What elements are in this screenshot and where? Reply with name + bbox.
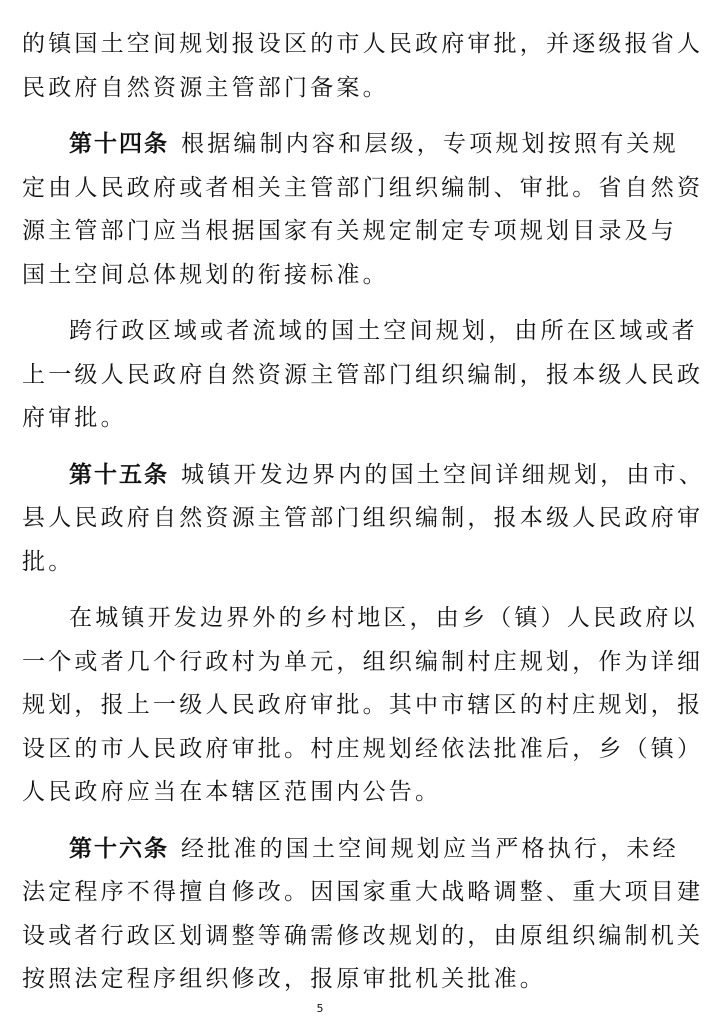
text-line: 经批准的国土空间规划应当严格执行，未经 [181, 835, 679, 862]
text-line: 国土空间总体规划的衔接标准。 [22, 261, 389, 288]
text-line: 一个或者几个行政村为单元，组织编制村庄规划，作为详细 [22, 648, 704, 675]
article-heading: 第十四条 [69, 131, 169, 157]
text-line: 源主管部门应当根据国家有关规定制定专项规划目录及与 [22, 218, 677, 244]
article-heading: 第十五条 [69, 461, 169, 488]
article-first-line [22, 828, 679, 872]
paragraph-spacing [22, 441, 622, 454]
text-line: 规划，报上一级人民政府审批。其中市辖区的村庄规划，报 [22, 692, 704, 718]
paragraph-spacing [22, 815, 622, 828]
article-heading: 第十六条 [69, 835, 169, 862]
text-line: 按照法定程序组织修改，报原审批机关批准。 [22, 966, 546, 992]
text-line: 上一级人民政府自然资源主管部门组织编制，报本级人民政 [22, 361, 704, 388]
cross-region-planning-paragraph [22, 310, 704, 441]
paragraph-spacing [22, 584, 622, 597]
article-16 [22, 828, 704, 1002]
text-line: 民政府自然资源主管部门备案。 [22, 74, 389, 101]
village-planning-paragraph [22, 597, 704, 815]
paragraph-spacing [22, 297, 622, 310]
article-first-line [22, 123, 679, 167]
paragraph-spacing [22, 110, 622, 123]
page-number: 5 [316, 1002, 324, 1015]
text-line: 批。 [22, 548, 75, 575]
paragraph-continuation [22, 23, 704, 110]
text-line: 县人民政府自然资源主管部门组织编制，报本级人民政府审 [22, 505, 704, 531]
text-line: 根据编制内容和层级，专项规划按照有关规 [181, 131, 679, 157]
text-line: 人民政府应当在本辖区范围内公告。 [22, 779, 442, 805]
article-15 [22, 454, 705, 585]
text-line: 设或者行政区划调整等确需修改规划的，由原组织编制机关 [22, 922, 704, 949]
text-line: 府审批。 [22, 405, 127, 431]
text-line: 的镇国土空间规划报设区的市人民政府审批，并逐级报省人 [22, 31, 704, 57]
document-body [22, 23, 705, 1002]
text-line: 跨行政区域或者流域的国土空间规划，由所在区域或者 [69, 318, 698, 344]
article-first-line [22, 454, 705, 498]
text-line: 城镇开发边界内的国土空间详细规划，由市、 [181, 461, 705, 488]
article-14 [22, 123, 704, 297]
text-line: 法定程序不得擅自修改。因国家重大战略调整、重大项目建 [22, 879, 704, 905]
text-line: 在城镇开发边界外的乡村地区，由乡（镇）人民政府以 [69, 605, 698, 631]
text-line: 设区的市人民政府审批。村庄规划经依法批准后，乡（镇） [22, 735, 704, 762]
text-line: 定由人民政府或者相关主管部门组织编制、审批。省自然资 [22, 174, 704, 201]
